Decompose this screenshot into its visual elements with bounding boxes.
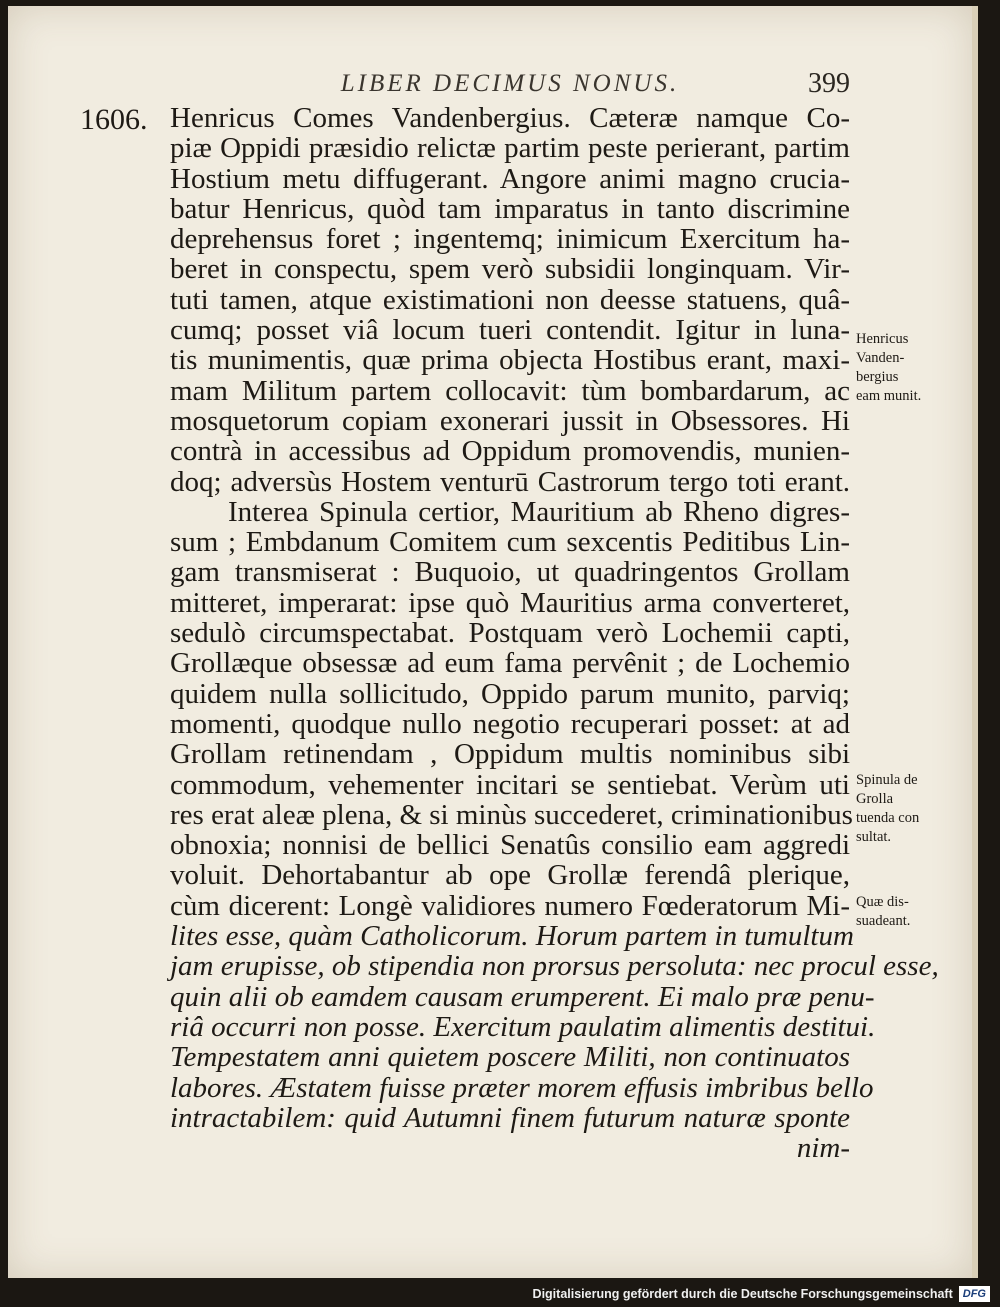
margin-note-line: bergius xyxy=(856,369,899,385)
text-line: doq; adversùs Hostem venturū Castrorum tergo toti erant. xyxy=(170,465,850,498)
text-line: sum ; Embdanum Comitem cum sexcentis Peditibus Lin- xyxy=(170,526,850,559)
text-line: tuti tamen, atque existimationi non deesse statuens, quâ- xyxy=(170,283,850,316)
margin-note-line: Spinula de xyxy=(856,772,918,788)
margin-note xyxy=(856,771,966,847)
text-line: intractabilem: quid Autumni finem futurum naturæ sponte xyxy=(170,1101,850,1134)
text-line: sedulò circumspectabat. Postquam verò Lochemii capti, xyxy=(170,617,850,650)
text-line: res erat aleæ plena, & si minùs succederet, criminationibus xyxy=(170,798,853,831)
text-line: obnoxia; nonnisi de bellici Senatûs consilio eam aggredi xyxy=(170,829,850,862)
text-line: Grollam retinendam , Oppidum multis nominibus sibi xyxy=(170,738,850,771)
text-line: cùm dicerent: Longè validiores numero Fœderatorum Mi- xyxy=(170,889,850,922)
margin-note-line: Henricus xyxy=(856,331,909,347)
year-marker: 1606. xyxy=(80,103,148,136)
text-line: riâ occurri non posse. Exercitum paulatim alimentis destitui. xyxy=(170,1010,876,1043)
margin-note-line: Grolla xyxy=(856,791,894,807)
catchword: nim- xyxy=(796,1132,850,1165)
text-line: Hostium metu diffugerant. Angore animi magno crucia- xyxy=(170,162,850,195)
text-line: cumq; posset viâ locum tueri contendit. Igitur in luna- xyxy=(170,314,850,347)
footer xyxy=(533,1285,990,1303)
text-line: quin alii ob eamdem causam erumperent. Ei malo præ penu- xyxy=(170,980,875,1013)
text-line: deprehensus foret ; ingentemq; inimicum Exercitum ha- xyxy=(170,223,850,256)
margin-note xyxy=(856,330,966,406)
text-line: Grollæque obsessæ ad eum fama pervênit ; de Lochemio xyxy=(170,647,850,680)
running-title: LIBER DECIMUS NONUS. xyxy=(340,70,680,97)
margin-note-line: Quæ dis- xyxy=(856,894,909,910)
text-line: momenti, quodque nullo negotio recuperari posset: at ad xyxy=(170,707,850,740)
margin-note-line: suadeant. xyxy=(856,913,911,929)
page-number: 399 xyxy=(808,68,850,99)
text-line: mitteret, imperarat: ipse quò Mauritius arma converteret, xyxy=(170,586,850,619)
text-line: labores. Æstatem fuisse præter morem effusis imbribus bello xyxy=(170,1071,874,1104)
margin-note-line: tuenda con xyxy=(856,810,920,826)
margin-note-line: eam munit. xyxy=(856,388,922,404)
dfg-logo: DFG xyxy=(959,1286,990,1302)
text-line: tis munimentis, quæ prima objecta Hostibus erant, maxi- xyxy=(170,344,850,377)
funding-notice: Digitalisierung gefördert durch die Deutsche Forschungsgemeinschaft xyxy=(532,1287,953,1301)
text-line: jam erupisse, ob stipendia non prorsus persoluta: nec procul esse, xyxy=(170,950,939,983)
margin-note-line: Vanden- xyxy=(856,350,905,366)
text-line: quidem nulla sollicitudo, Oppido parum munito, parviq; xyxy=(170,677,850,710)
page-edge xyxy=(972,6,978,1278)
text-line: batur Henricus, quòd tam imparatus in tanto discrimine xyxy=(170,192,850,225)
text-line: lites esse, quàm Catholicorum. Horum partem in tumultum xyxy=(170,920,854,953)
text-line: commodum, vehementer incitari se sentiebat. Verùm uti xyxy=(170,768,850,801)
text-line: Henricus Comes Vandenbergius. Cæteræ namque Co- xyxy=(170,102,850,134)
text-line: piæ Oppidi præsidio relictæ partim peste perierant, partim xyxy=(170,132,850,165)
text-line: mam Militum partem collocavit: tùm bombardarum, ac xyxy=(170,374,850,407)
margin-note-line: sultat. xyxy=(856,829,892,845)
margin-note xyxy=(856,893,966,931)
text-line: gam transmiserat : Buquoio, ut quadringentos Grollam xyxy=(170,556,850,589)
text-line: mosquetorum copiam exonerari jussit in Obsessores. Hi xyxy=(170,404,850,437)
text-line: Interea Spinula certior, Mauritium ab Rheno digres- xyxy=(228,495,850,528)
text-line: Tempestatem anni quietem poscere Militi, non continuatos xyxy=(170,1041,850,1074)
text-line: beret in conspectu, spem verò subsidii longinquam. Vir- xyxy=(170,253,850,286)
text-line: voluit. Dehortabantur ab ope Grollæ ferendâ plerique, xyxy=(170,859,850,892)
text-line: contrà in accessibus ad Oppidum promovendis, munien- xyxy=(170,435,850,468)
